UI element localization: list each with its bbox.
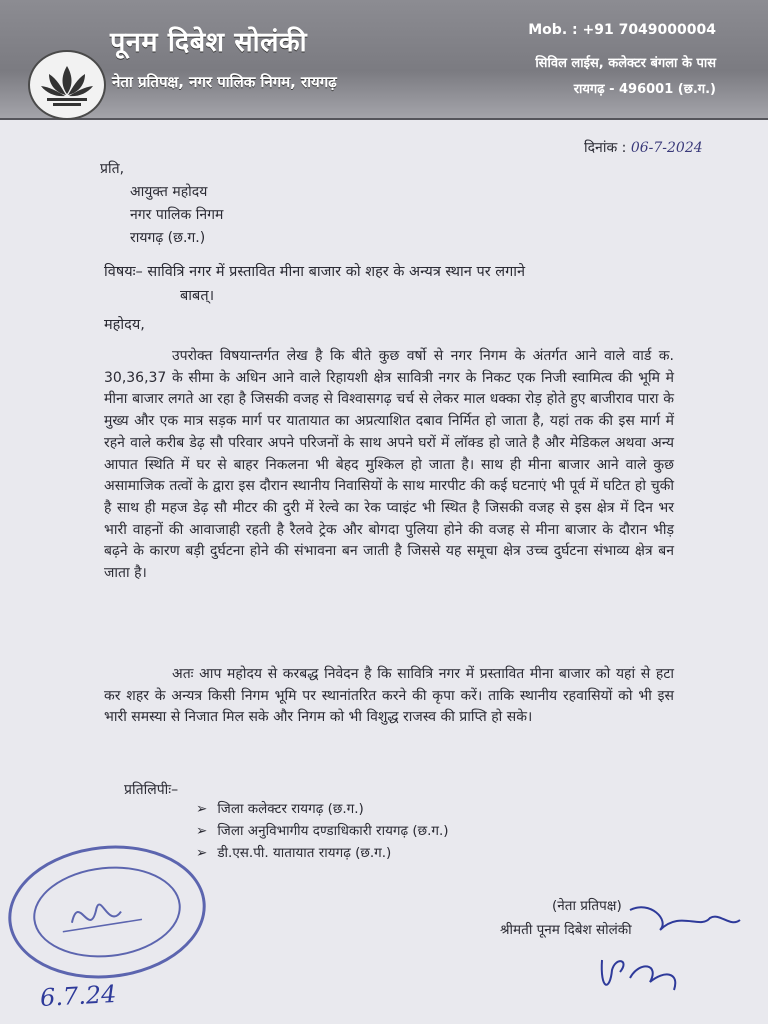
date-row — [584, 138, 703, 157]
letterhead-address-line2: रायगढ़ - 496001 (छ.ग.) — [573, 82, 716, 97]
letterhead-address-line1: सिविल लाईस, कलेक्टर बंगला के पास — [535, 56, 716, 71]
letterhead-name: पूनम दिबेश सोलंकी — [110, 27, 308, 58]
cc-item: ➢ जिला अनुविभागीय दण्डाधिकारी रायगढ़ (छ.ग.) — [196, 820, 449, 842]
date-label: दिनांक : — [584, 140, 627, 156]
cc-label: प्रतिलिपीः– — [124, 782, 179, 798]
salutation: महोदय, — [104, 317, 145, 333]
signatory-name: श्रीमती पूनम दिबेश सोलंकी — [500, 922, 632, 938]
recipient-line1: आयुक्त महोदय — [130, 184, 208, 200]
letterhead — [0, 0, 768, 120]
letterhead-designation: नेता प्रतिपक्ष, नगर पालिक निगम, रायगढ़ — [112, 73, 337, 91]
recipient-prefix: प्रति, — [100, 161, 125, 177]
cc-item: ➢ डी.एस.पी. यातायात रायगढ़ (छ.ग.) — [196, 842, 449, 864]
lotus-icon — [39, 60, 95, 110]
stamp-scribble-icon — [5, 839, 209, 984]
recipient-line3: रायगढ़ (छ.ग.) — [130, 230, 206, 246]
recipient-line2: नगर पालिक निगम — [130, 207, 224, 223]
subject-block — [104, 260, 664, 308]
date-value: 06-7-2024 — [630, 140, 703, 156]
cc-list — [196, 798, 449, 864]
recipient-block — [100, 158, 223, 250]
stamp-date: 6.7.24 — [39, 980, 118, 1012]
party-logo — [28, 50, 106, 120]
signatory-role: (नेता प्रतिपक्ष) — [552, 898, 622, 914]
subject-line1: सावित्रि नगर में प्रस्तावित मीना बाजार को शहर के अन्यत्र स्थान पर लगाने — [147, 264, 526, 280]
body-paragraph-2: अतः आप महोदय से करबद्ध निवेदन है कि सावित्रि नगर में प्रस्तावित मीना बाजार को यहां से हटा कर शहर के अन्यत्र किसी निगम भूमि पर स्थानांतरित करने की कृपा करें। ताकि स्थानीय रहवासियों को भी इस भारी समस्या से निजात मिल सके और निगम को भी विशुद्ध राजस्व की प्राप्ति हो सके। — [104, 666, 674, 726]
cc-item: ➢ जिला कलेक्टर रायगढ़ (छ.ग.) — [196, 798, 449, 820]
receipt-stamp — [2, 836, 213, 988]
subject-label: विषयः– — [104, 264, 143, 280]
subject-line2: बाबत्। — [180, 288, 215, 304]
letterhead-mobile: Mob. : +91 7049000004 — [528, 22, 716, 38]
body-paragraph-1: उपरोक्त विषयान्तर्गत लेख है कि बीते कुछ वर्षो से नगर निगम के अंतर्गत आने वाले वार्ड क. 30,36,37 के सीमा के अधिन आने वाले रिहायशी क्षेत्र सावित्री नगर के निकट एक निजी स्वामित्व की भूमि मे मीना बाजार लगते आ रहा है जिसकी वजह से विश्वासगढ़ चर्च से लेकर माल धक्का रोड़ होते हुए बाजीराव पारा के मुख्य और एक मात्र सड़क मार्ग पर यातायात का अप्रत्याशित दबाव निर्मित हो जाता है, यहां तक की इस मार्ग में रहने वाले करीब डेढ़ सौ परिवार अपने परिजनों के साथ अपने घरों में लॉक्ड हो जाते है और मेडिकल अथवा अन्य आपात स्थिति में घर से बाहर निकलना भी बेहद मुश्किल हो जाता है। साथ ही मीना बाजार आने वाले कुछ असामाजिक तत्वों के द्वारा इस दौरान स्थानीय निवासियों के साथ मारपीट की कई घटनाएं भी पूर्व में घटित हो चुकी है साथ ही महज डेढ़ सौ मीटर की दुरी में रेल्वे का रेक प्वाइंट भी स्थित है जिसकी वजह से इस क्षेत्र में दिन भर भारी वाहनों की आवाजाही रहती है रैलवे ट्रेक और बोगदा पुलिया होने की वजह से मीना बाजार के दौरान भीड़ बढ़ने के कारण बड़ी दुर्घटना होने की संभावना बन जाती है जिससे यह समूचा क्षेत्र उच्च दुर्घटना संभाव्य क्षेत्र बन जाता है। — [104, 348, 674, 582]
handwritten-signature — [590, 900, 750, 1000]
